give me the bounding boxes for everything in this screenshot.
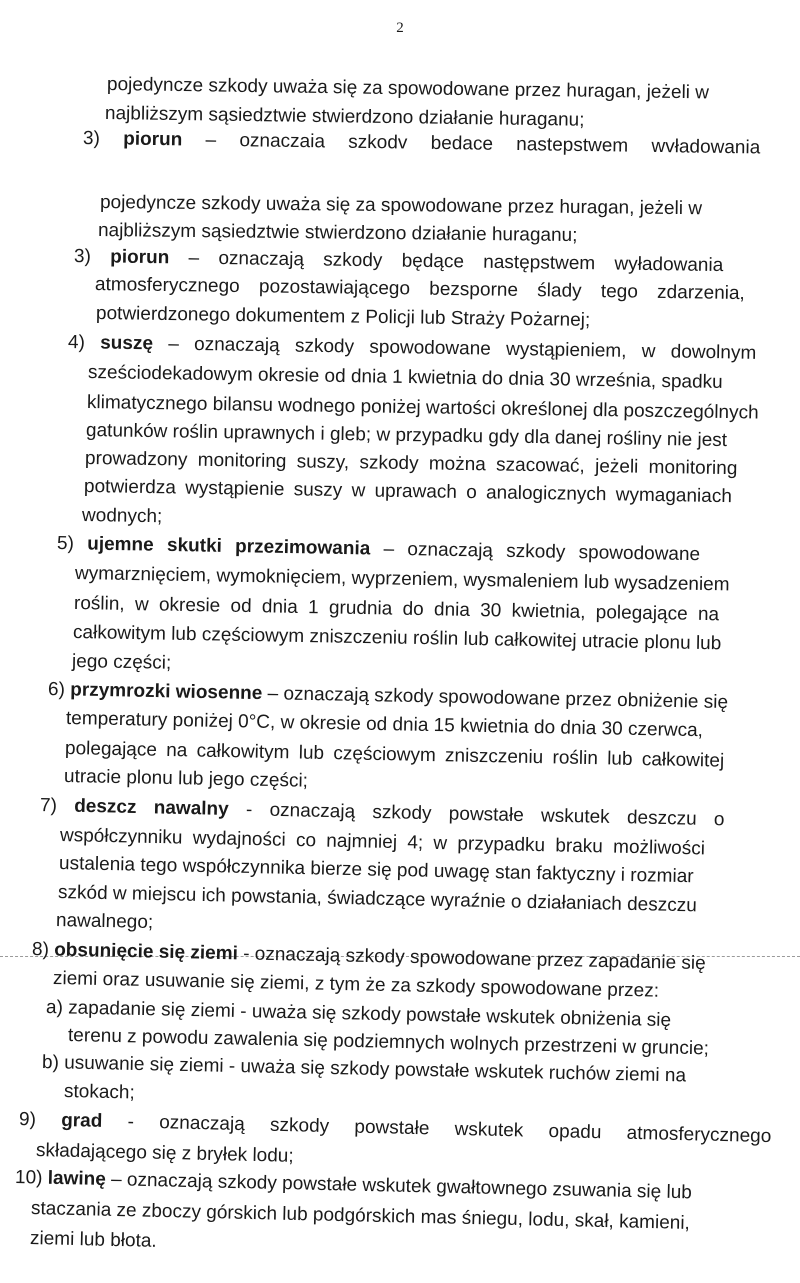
stray-line-1: pojedyncze szkody uważa się za spowodowane przez huragan, jeżeli w — [106, 74, 710, 104]
page-number: 2 — [396, 20, 404, 36]
item-przymrozki-line-3: polegające na całkowitym lub częściowym zniszczeniu roślin lub całkowitej — [64, 738, 725, 772]
stray-line-2: najbliższym sąsiedztwie stwierdzono działanie huraganu; — [104, 103, 585, 131]
item-susze-line-5: prowadzony monitoring suszy, szkody można szacować, jeżeli monitoring — [84, 448, 738, 480]
item-deszcz-line-1: 7) deszcz nawalny - oznaczają szkody powstałe wskutek deszczu o — [39, 795, 725, 831]
item-deszcz-line-2: współczynniku wydajności co najmniej 4; w przypadku braku możliwości — [59, 825, 706, 860]
item-susze-line-6: potwierdza wystąpienie suszy w uprawach o analogicznych wymaganiach — [83, 476, 733, 508]
item-susze-line-4: gatunków roślin uprawnych i gleb; w przypadku gdy dla danej rośliny nie jest — [85, 420, 728, 452]
intro-line-2: najbliższym sąsiedztwie stwierdzono działanie huraganu; — [97, 220, 578, 247]
stray-line-3: 3) piorun – oznaczaia szkodv bedace nastepstwem wvładowania — [82, 128, 761, 159]
item-obsuniecie-line-1: 8) obsunięcie się ziemi - oznaczają szkody spowodowane przez zapadanie się — [31, 939, 706, 975]
item-piorun-line-2: atmosferycznego pozostawiającego bezsporne ślady tego zdarzenia, — [94, 274, 745, 305]
item-przymrozki-line-4: utracie plonu lub jego części; — [63, 766, 309, 792]
item-obsuniecie-line-5: b) usuwanie się ziemi - uważa się szkody powstałe wskutek ruchów ziemi na — [41, 1052, 687, 1087]
item-piorun-line-1: 3) piorun – oznaczają szkody będące następstwem wyładowania — [73, 246, 724, 277]
item-obsuniecie-line-2: ziemi oraz usuwanie się ziemi, z tym że za szkody spowodowane przez: — [52, 968, 660, 1002]
item-susze-line-2: sześciodekadowym okresie od dnia 1 kwietnia do dnia 30 września, spadku — [87, 362, 723, 393]
item-deszcz-line-4: szkód w miejscu ich powstania, świadczące wyraźnie o działaniach deszczu — [57, 882, 697, 917]
item-przezimowanie-line-2: wymarznięciem, wymoknięciem, wyprzeniem, wysmaleniem lub wysadzeniem — [74, 563, 730, 596]
item-deszcz-line-5: nawalnego; — [55, 910, 154, 934]
item-piorun-line-3: potwierdzonego dokumentem z Policji lub Straży Pożarnej; — [95, 303, 591, 331]
item-lawina-line-1: 10) lawinę – oznaczają szkody powstałe wskutek gwałtownego zsuwania się lub — [14, 1167, 693, 1204]
item-deszcz-line-3: ustalenia tego współczynnika bierze się pod uwagę stan faktyczny i rozmiar — [58, 853, 694, 888]
item-lawina-line-3: ziemi lub błota. — [29, 1228, 157, 1252]
item-lawina-line-2: staczania ze zboczy górskich lub podgórskich mas śniegu, lodu, skał, kamieni, — [30, 1198, 691, 1234]
item-przezimowanie-line-1: 5) ujemne skutki przezimowania – oznaczają szkody spowodowane — [56, 533, 701, 566]
item-susze-line-3: klimatycznego bilansu wodnego poniżej wartości określonej dla poszczególnych — [86, 392, 759, 424]
item-grad-line-1: 9) grad - oznaczają szkody powstałe wskutek opadu atmosferycznego — [18, 1109, 772, 1148]
item-przezimowanie-line-3: roślin, w okresie od dnia 1 grudnia do dnia 30 kwietnia, polegające na — [73, 593, 720, 626]
item-przezimowanie-line-4: całkowitym lub częściowym zniszczeniu roślin lub całkowitej utracie plonu lub — [72, 622, 722, 655]
item-obsuniecie-line-6: stokach; — [63, 1081, 135, 1104]
item-przezimowanie-line-5: jego części; — [71, 651, 172, 674]
item-susze-line-1: 4) suszę – oznaczają szkody spowodowane wystąpieniem, w dowolnym — [67, 332, 757, 364]
item-susze-line-7: wodnych; — [81, 505, 163, 528]
item-przymrozki-line-2: temperatury poniżej 0°C, w okresie od dnia 15 kwietnia do dnia 30 czerwca, — [65, 708, 704, 742]
item-przymrozki-line-1: 6) przymrozki wiosenne – oznaczają szkody spowodowane przez obniżenie się — [47, 679, 729, 714]
intro-line-1: pojedyncze szkody uważa się za spowodowane przez huragan, jeżeli w — [99, 192, 703, 220]
item-grad-line-2: składającego się z bryłek lodu; — [35, 1140, 294, 1167]
item-obsuniecie-line-4: terenu z powodu zawalenia się podziemnych wolnych przestrzeni w gruncie; — [67, 1025, 710, 1060]
item-obsuniecie-line-3: a) zapadanie się ziemi - uważa się szkody powstałe wskutek obniżenia się — [45, 997, 672, 1032]
